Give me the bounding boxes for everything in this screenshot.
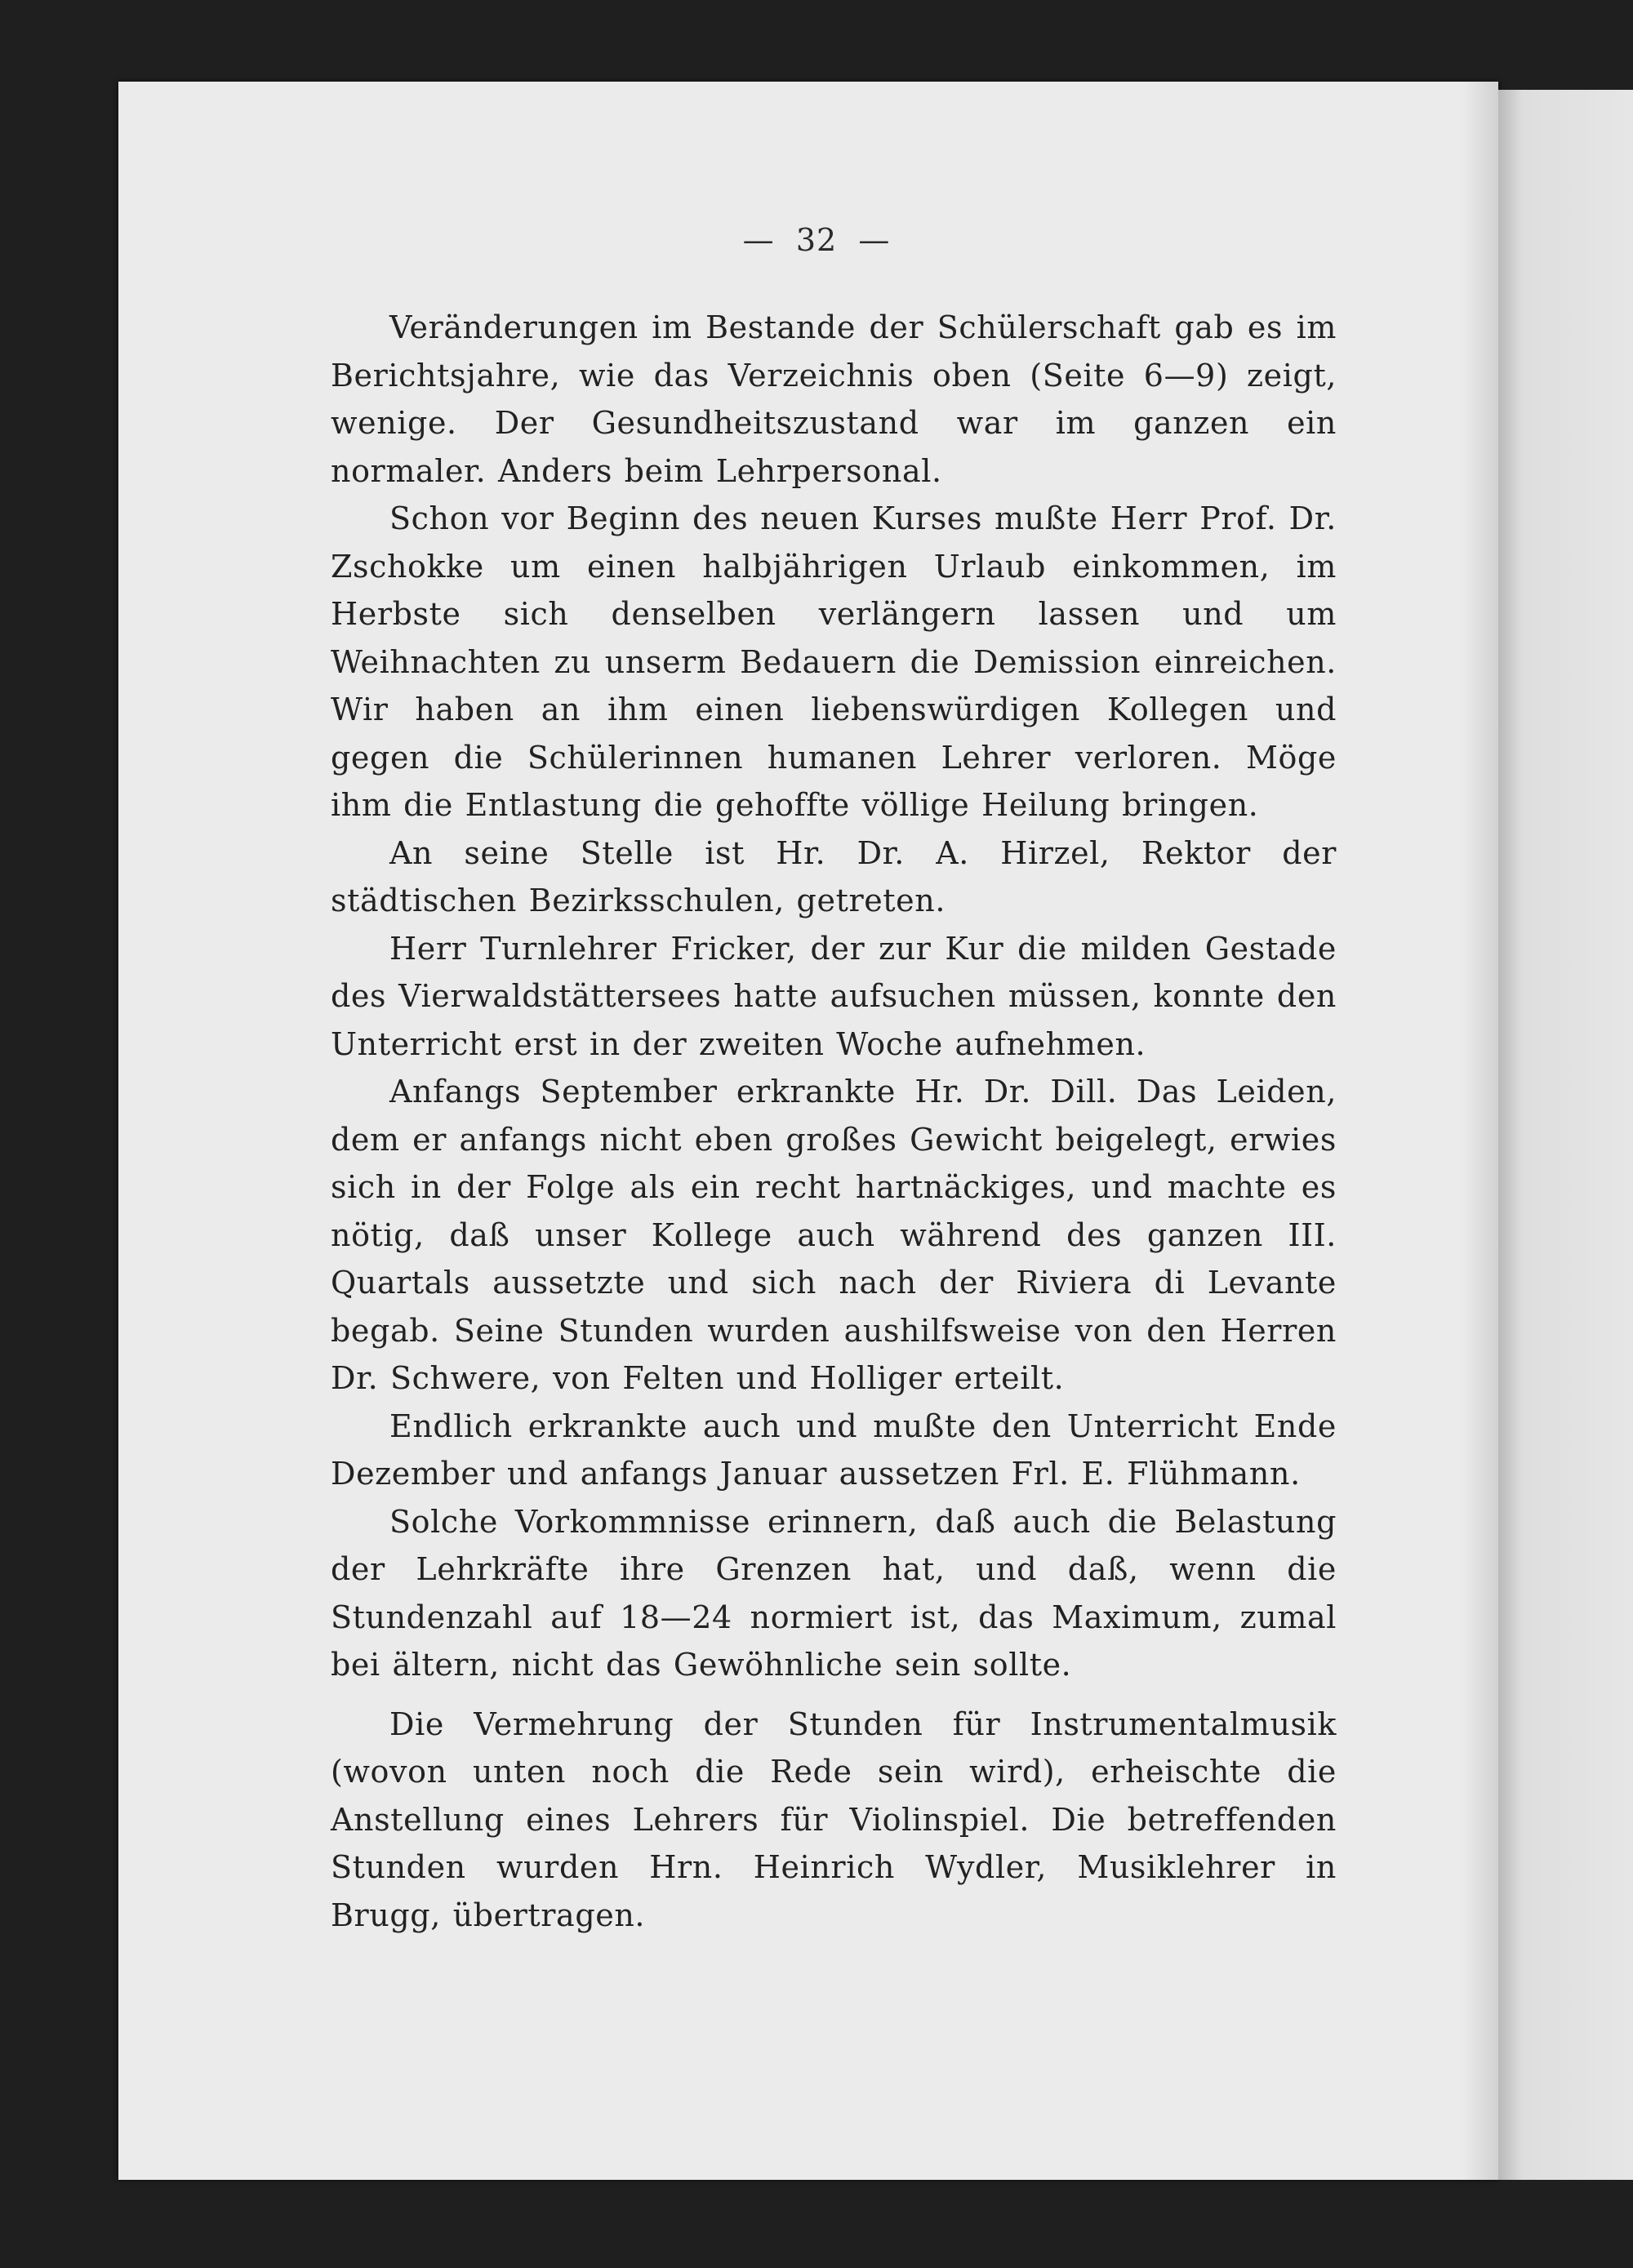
spine-shadow — [1462, 82, 1502, 2180]
body-text — [331, 304, 1337, 1939]
paragraph-3: An seine Stelle ist Hr. Dr. A. Hirzel, Rektor der städtischen Bezirksschulen, getreten. — [331, 834, 1337, 918]
paragraph-5: Anfangs September erkrankte Hr. Dr. Dill. Das Leiden, dem er anfangs nicht eben großes Gewicht beigelegt, erwies sich in der Folge als ein recht hartnäckiges, und machte es nötig, daß unser Kollege auch während des ganzen III. Quartals aussetzte und sich nach der Riviera di Levante begab. Seine Stunden wurden aushilfsweise von den Herren Dr. Schwere, von Felten und Holliger erteilt. — [331, 1074, 1337, 1396]
paragraph-6: Endlich erkrankte auch und mußte den Unterricht Ende Dezember und anfangs Januar aussetzen Frl. E. Flühmann. — [331, 1407, 1337, 1492]
page-number: — 32 — — [742, 222, 891, 258]
paragraph-8: Die Vermehrung der Stunden für Instrumentalmusik (wovon unten noch die Rede sein wird), erheischte die Anstellung eines Lehrers für Violinspiel. Die betreffenden Stunden wurden Hrn. Heinrich Wydler, Musiklehrer in Brugg, übertragen. — [331, 1705, 1337, 1933]
next-page-edge — [1498, 90, 1633, 2180]
paragraph-1: Veränderungen im Bestande der Schülerschaft gab es im Berichtsjahre, wie das Verzeichnis oben (Seite 6—9) zeigt, wenige. Der Gesundheitszustand war im ganzen ein normaler. Anders beim Lehrpersonal. — [331, 309, 1337, 489]
paragraph-7: Solche Vorkommnisse erinnern, daß auch die Belastung der Lehrkräfte ihre Grenzen hat, und daß, wenn die Stundenzahl auf 18—24 normiert ist, das Maximum, zumal bei ältern, nicht das Gewöhnliche sein sollte. — [331, 1503, 1337, 1683]
paragraph-4: Herr Turnlehrer Fricker, der zur Kur die milden Gestade des Vierwaldstättersees hatte aufsuchen müssen, konnte den Unterricht erst in der zweiten Woche aufnehmen. — [331, 930, 1337, 1062]
paragraph-2: Schon vor Beginn des neuen Kurses mußte Herr Prof. Dr. Zschokke um einen halbjährigen Urlaub einkommen, im Herbste sich denselben verlängern lassen und um Weihnachten zu unserm Bedauern die Demission einreichen. Wir haben an ihm einen liebenswürdigen Kollegen und gegen die Schülerinnen humanen Lehrer verloren. Möge ihm die Entlastung die gehoffte völlige Heilung bringen. — [331, 500, 1337, 823]
